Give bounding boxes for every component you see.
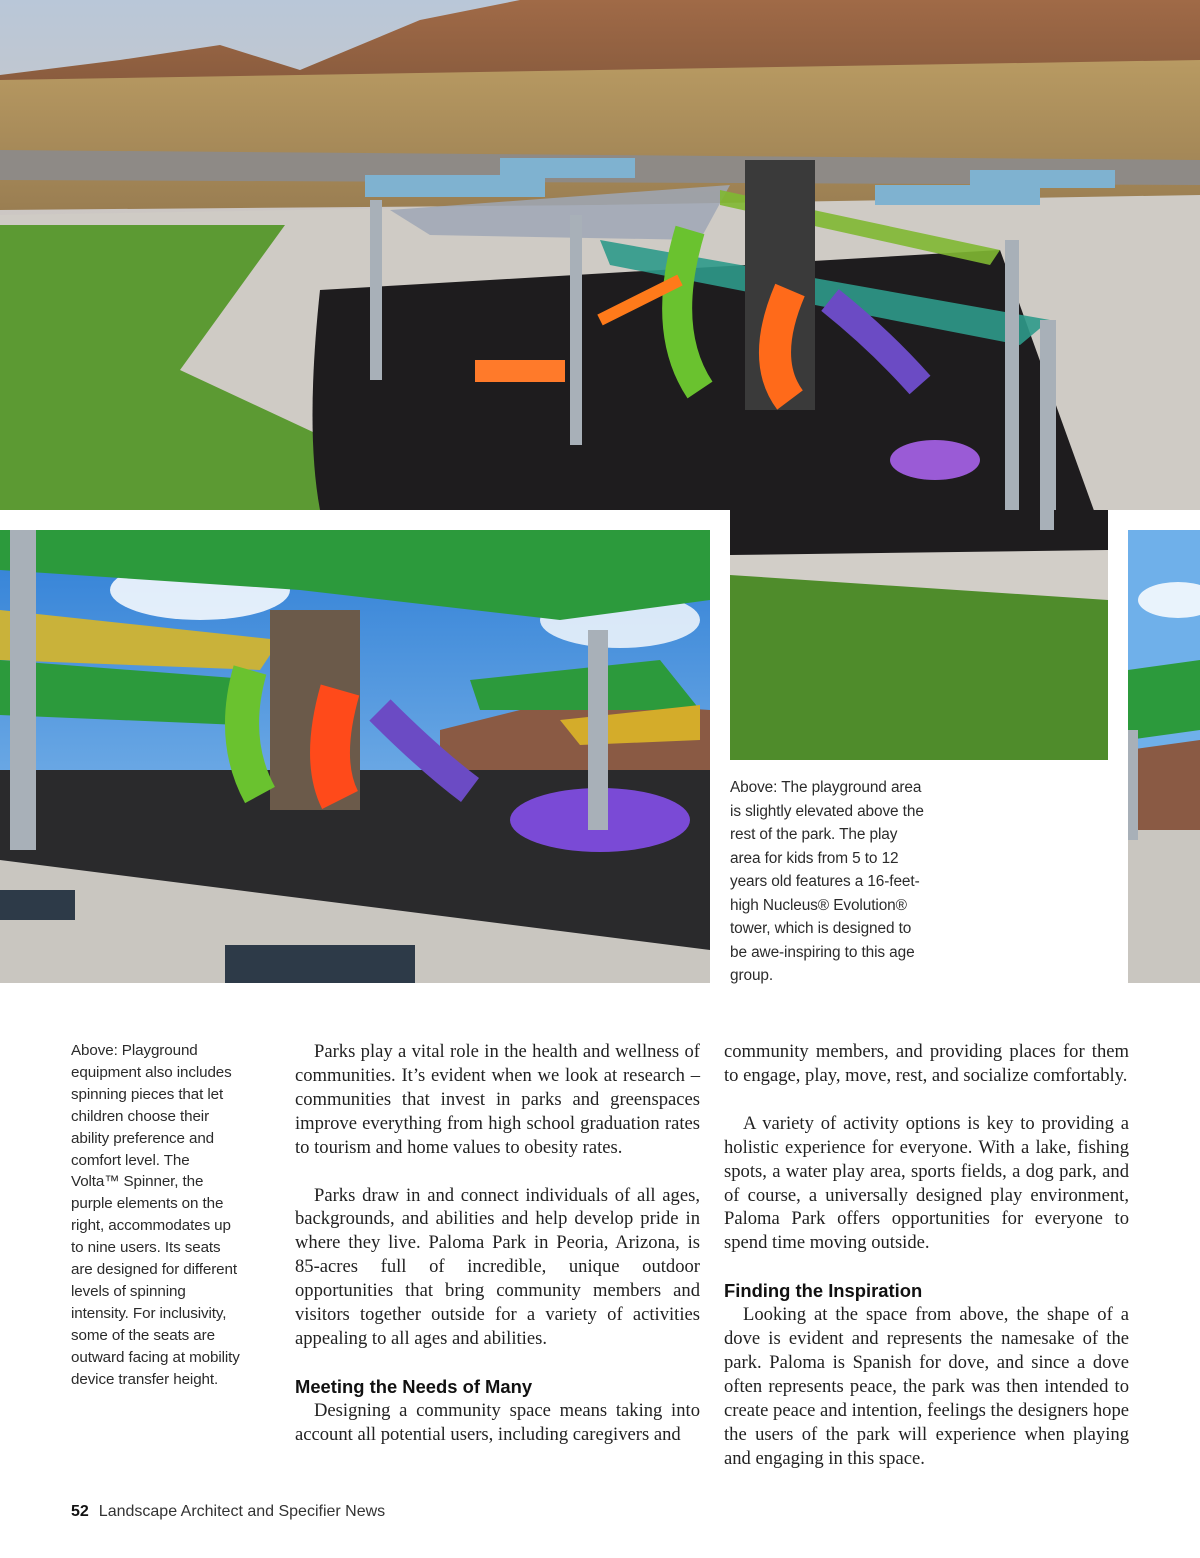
paragraph: Looking at the space from above, the shape of a dove is evident and represents the namesake of the park. Paloma is Spanish for dove, and since a dove often represents peace, the park was then intended to create peace and intention, feelings the designers hope the users of the park will experience when playing and engaging in this space. — [724, 1304, 1129, 1469]
publication-name: Landscape Architect and Specifier News — [98, 1503, 386, 1520]
paragraph: Designing a community space means taking into account all potential users, including caregivers and — [295, 1399, 700, 1445]
paragraph: Parks draw in and connect individuals of all ages, backgrounds, and abilities and help develop pride in where they live. Paloma Park in Peoria, Arizona, is 85-acres full of incredible, unique outdoor opportunities that bring community members and visitors together outside for a variety of activities appealing to all ages and abilities. — [295, 1184, 700, 1349]
paragraph: Parks play a vital role in the health and wellness of communities. It’s evident when we look at research – communities that invest in parks and greenspaces improve everything from high school graduation rates to tourism and home values to obesity rates. — [295, 1041, 700, 1158]
article-column-middle — [295, 1040, 700, 1447]
section-heading-meeting-needs: Meeting the Needs of Many — [295, 1375, 533, 1397]
aerial-playground-photo — [0, 0, 1200, 510]
paragraph: A variety of activity options is key to providing a holistic experience for everyone. With a lake, fishing spots, a water play area, sports fields, a dog park, and of course, a universally designed play environment, Paloma Park offers opportunities for everyone to spend time moving outside. — [724, 1112, 1129, 1254]
article-column-right — [724, 1040, 1129, 1471]
ground-level-playground-photo — [0, 530, 710, 983]
aerial-photo-lower-section — [730, 510, 1108, 760]
page-number: 52 — [71, 1503, 89, 1520]
partial-playground-photo — [1128, 530, 1200, 983]
page-footer — [71, 1503, 385, 1521]
paragraph: community members, and providing places for them to engage, play, move, rest, and socialize comfortably. — [724, 1041, 1129, 1086]
photo-caption-playground-area: Above: The playground area is slightly elevated above the rest of the park. The play area for kids from 5 to 12 years old features a 16-feet-high Nucleus® Evolution® tower, which is designed to be awe-inspiring to this age group. — [730, 779, 924, 984]
photo-caption-spinner: Above: Playground equipment also includes spinning pieces that let children choose their ability preference and comfort level. The Volta™ Spinner, the purple elements on the right, accommodates up to nine users. Its seats are designed for different levels of spinning intensity. For inclusivity, some of the seats are outward facing at mobility device transfer height. — [71, 1042, 240, 1388]
section-heading-finding-inspiration: Finding the Inspiration — [724, 1280, 923, 1302]
